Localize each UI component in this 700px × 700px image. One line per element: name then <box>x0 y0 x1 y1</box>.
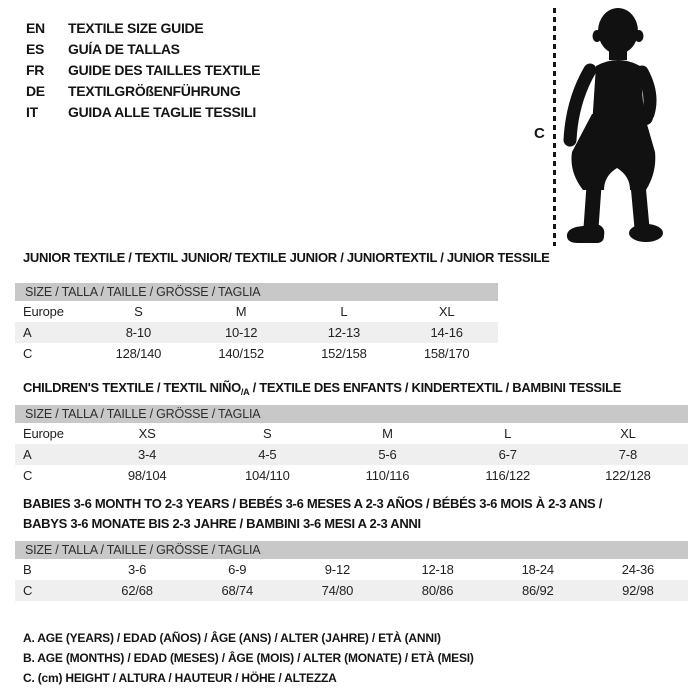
row-value: S <box>134 304 143 319</box>
row-value: 9-12 <box>324 562 351 577</box>
row-value: 6-9 <box>228 562 247 577</box>
row-value: XS <box>138 426 156 441</box>
row-value: 4-5 <box>258 447 277 462</box>
table-title-text: BABIES 3-6 MONTH TO 2-3 YEARS / BEBÉS 3-6 MESES A 2-3 AÑOS / BÉBÉS 3-6 MOIS À 2-3 ANS / <box>23 496 603 511</box>
row-value: 128/140 <box>115 346 162 361</box>
row-label: C <box>23 583 33 598</box>
language-row <box>26 38 260 59</box>
table-title-text: BABYS 3-6 MONATE BIS 2-3 JAHRE / BAMBINI 3-6 MESI A 2-3 ANNI <box>23 516 421 531</box>
table-title-text: / TEXTILE DES ENFANTS / KINDERTEXTIL / BAMBINI TESSILE <box>249 380 622 395</box>
row-value: 3-6 <box>127 562 147 577</box>
row-value: 140/152 <box>218 346 264 361</box>
table-row <box>15 423 688 444</box>
row-value: L <box>504 426 512 441</box>
height-dotted-line <box>553 8 556 246</box>
row-value: 24-36 <box>621 562 655 577</box>
size-header-bar <box>15 283 498 301</box>
row-label: B <box>23 562 32 577</box>
table-title-line <box>23 248 550 268</box>
row-value: 7-8 <box>618 447 637 462</box>
babies-textile-title <box>23 494 602 534</box>
row-value: 98/104 <box>127 468 167 483</box>
language-code: IT <box>26 103 38 120</box>
row-value: 14-16 <box>430 325 463 340</box>
row-value: M <box>382 426 393 441</box>
row-value: 18-24 <box>521 562 554 577</box>
language-list <box>26 17 260 122</box>
row-label: Europe <box>23 426 64 441</box>
language-code: ES <box>26 40 45 57</box>
row-value: 158/170 <box>423 346 470 361</box>
table-row <box>15 559 688 580</box>
language-title: TEXTILGRÖßENFÜHRUNG <box>68 82 241 99</box>
row-value: 10-12 <box>225 325 258 340</box>
junior-textile-table <box>15 250 550 364</box>
language-row <box>26 17 260 38</box>
row-value: 122/128 <box>605 468 651 483</box>
row-label: C <box>23 346 33 361</box>
footnote-line: A. AGE (YEARS) / EDAD (AÑOS) / ÂGE (ANS) / ALTER (JAHRE) / ETÀ (ANNI) <box>23 631 441 645</box>
footnote-line: B. AGE (MONTHS) / EDAD (MESES) / ÂGE (MOIS) / ALTER (MONATE) / ETÀ (MESI) <box>23 651 474 665</box>
row-value: 5-6 <box>378 447 397 462</box>
babies-textile-table <box>15 496 688 601</box>
language-code: EN <box>26 19 45 36</box>
table-row <box>15 444 688 465</box>
row-label: A <box>23 447 32 462</box>
row-value: 110/116 <box>365 468 410 483</box>
row-value: 3-4 <box>137 447 157 462</box>
language-title: GUIDA ALLE TAGLIE TESSILI <box>68 103 256 120</box>
childrens-textile-title <box>23 378 621 402</box>
footnotes <box>23 628 474 688</box>
table-row <box>15 343 498 364</box>
row-value: 6-7 <box>498 447 517 462</box>
language-code: DE <box>26 82 45 99</box>
table-row <box>15 301 498 322</box>
row-value: XL <box>620 426 636 441</box>
size-header-label: SIZE / TALLA / TAILLE / GRÖSSE / TAGLIA <box>25 543 261 557</box>
height-measure-label: C <box>534 125 545 142</box>
size-header-label: SIZE / TALLA / TAILLE / GRÖSSE / TAGLIA <box>25 407 261 421</box>
size-header-bar <box>15 541 688 559</box>
language-title: GUÍA DE TALLAS <box>68 40 180 57</box>
row-label: Europe <box>23 304 64 319</box>
language-row <box>26 80 260 101</box>
row-label: A <box>23 325 32 340</box>
row-value: 152/158 <box>321 346 367 361</box>
language-title: GUIDE DES TAILLES TEXTILE <box>68 61 261 78</box>
row-value: 12-13 <box>327 325 360 340</box>
table-row <box>15 580 688 601</box>
row-value: 104/110 <box>244 468 290 483</box>
row-value: 86/92 <box>521 583 554 598</box>
table-rows <box>15 301 498 364</box>
row-value: 74/80 <box>321 583 354 598</box>
row-value: M <box>235 304 247 319</box>
row-value: 92/98 <box>622 583 654 598</box>
language-title: TEXTILE SIZE GUIDE <box>68 19 204 36</box>
row-value: 8-10 <box>125 325 151 340</box>
row-label: C <box>23 468 33 483</box>
row-value: S <box>263 426 272 441</box>
row-value: XL <box>438 304 455 319</box>
language-code: FR <box>26 61 45 78</box>
junior-textile-title <box>23 248 550 268</box>
row-value: L <box>340 304 348 319</box>
footnote-line: C. (cm) HEIGHT / ALTURA / HAUTEUR / HÖHE / ALTEZZA <box>23 671 337 685</box>
language-row <box>26 59 260 80</box>
table-title-line <box>23 378 621 402</box>
table-rows <box>15 423 688 486</box>
childrens-textile-table <box>15 380 688 486</box>
row-value: 116/122 <box>485 468 531 483</box>
row-value: 80/86 <box>421 583 454 598</box>
language-row <box>26 101 260 122</box>
table-row <box>15 465 688 486</box>
row-value: 68/74 <box>221 583 254 598</box>
table-title-text: JUNIOR TEXTILE / TEXTIL JUNIOR/ TEXTILE JUNIOR / JUNIORTEXTIL / JUNIOR TESSILE <box>23 250 550 265</box>
baby-silhouette-icon <box>558 6 668 244</box>
table-rows <box>15 559 688 601</box>
size-header-bar <box>15 405 688 423</box>
table-title-line <box>23 494 602 514</box>
table-title-text: CHILDREN'S TEXTILE / TEXTIL NIÑO <box>23 380 241 395</box>
table-title-text: /A <box>240 387 250 397</box>
table-row <box>15 322 498 343</box>
row-value: 12-18 <box>421 562 454 577</box>
size-header-label: SIZE / TALLA / TAILLE / GRÖSSE / TAGLIA <box>25 285 261 299</box>
row-value: 62/68 <box>121 583 153 598</box>
table-title-line <box>23 514 602 534</box>
